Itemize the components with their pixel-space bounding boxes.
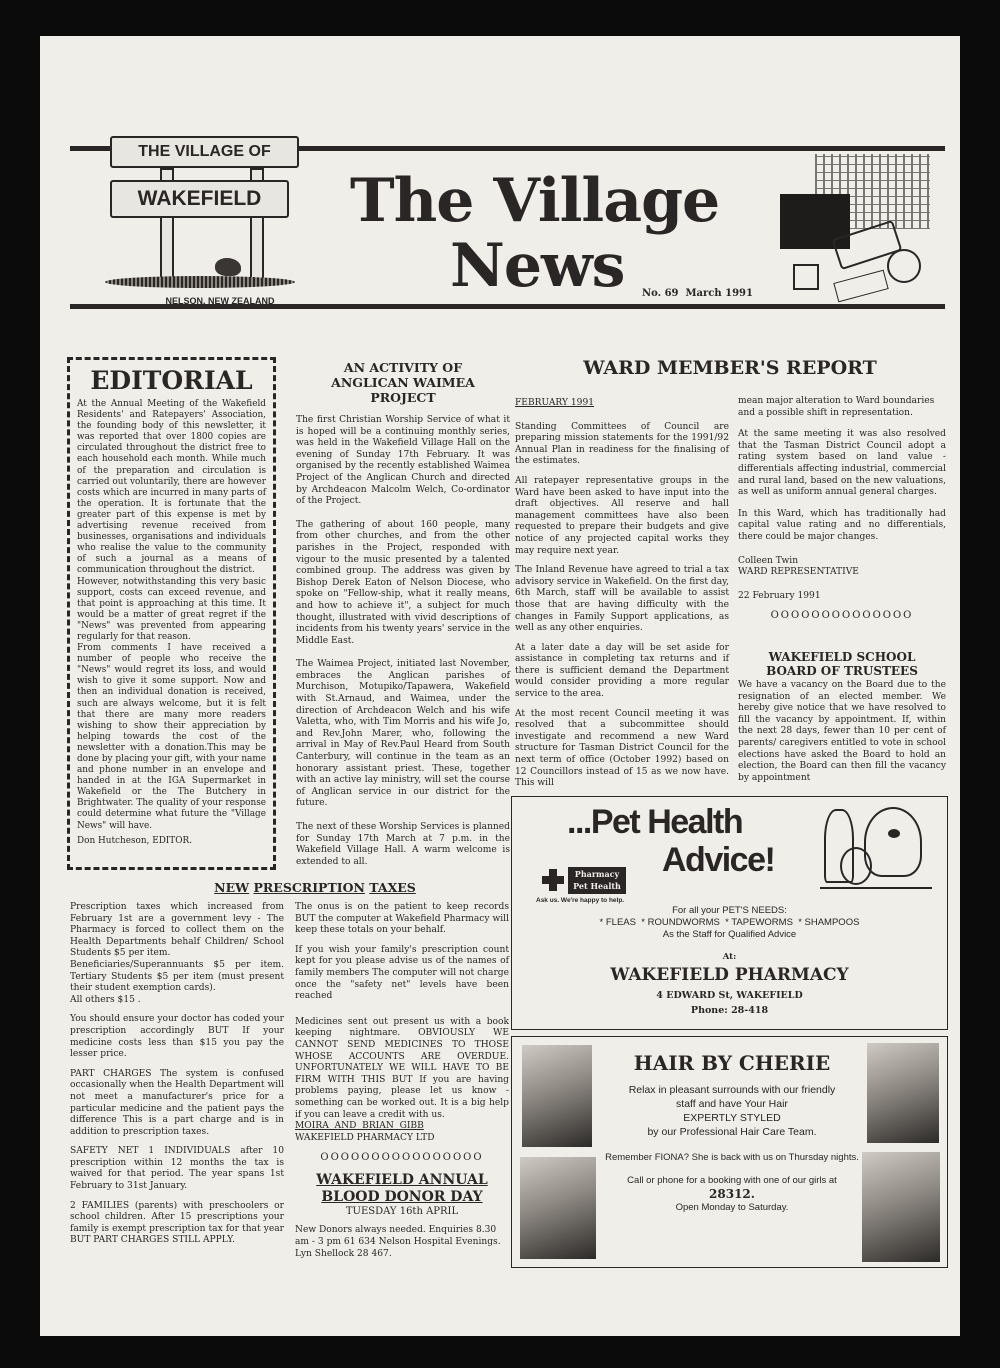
prescription-paragraph: Medicines sent out present us with a book keeping nightmare. OBVIOUSLY WE CANNOT SEND MEDICINES TO THOSE WHOSE ACCOUNTS ARE OVERDUE. UNFORTUNATELY WE WILL HAVE TO BE FIRM WITH THIS BUT If you are having problems paying, please let us know - something can be worked out. It is a big help if you can leave a credit with us. [295,1016,509,1120]
prescription-paragraph: 2 FAMILIES (parents) with preschoolers or school children. After 15 prescriptions your family is exempt prescription tax for that year BUT PART CHARGES STILL APPLY. [70,1200,284,1246]
location-label: NELSON, NEW ZEALAND [165,296,275,306]
ward-date: 22 February 1991 [738,590,821,601]
hair-hours: Open Monday to Saturday. [675,1202,789,1213]
anglican-body [296,415,510,868]
prescription-separator: OOOOOOOOOOOOOOOO [320,1152,484,1164]
prescription-paragraph: PART CHARGES The system is confused occasionally when the Health Department will not meet a manufacturer's price for a particular medicine and the patient pays the difference This is a part charge and is in addition to prescription taxes. [70,1068,284,1137]
pet-advice-line: As the Staff for Qualified Advice [662,929,797,940]
pet-headline-2: Advice! [662,841,775,879]
logo-tagline: Ask us. We're happy to help. [536,897,625,904]
village-sign-logo [100,108,300,308]
blood-donor-text: New Donors always needed. Enquiries 8.30 am - 3 pm 61 634 Nelson Hospital Evenings. Lyn Shellock 28 467. [295,1225,501,1259]
blood-heading-line2: BLOOD DONOR DAY [321,1188,483,1205]
ward-separator: OOOOOOOOOOOOOO [770,610,914,622]
anglican-paragraph: The first Christian Worship Service of what it is hoped will be a continuing monthly series, was held in the Wakefield Village Hall on the evening of Sunday 17th February. It was organised by the recently established Waimea Project of the Anglican Church and directed by Archdeacon Malcolm Welch, Co-ordinator of the Project. [296,415,510,507]
ward-paragraph: At a later date a day will be set aside for assistance in completing tax returns and if there is sufficient demand the Department would consider providing a more regular service to the area. [515,642,729,700]
logo-line1: Pharmacy [574,869,620,879]
editorial-paragraph: From comments I have received a number of people who receive the "News" would regret its loss, and would wish to give it some support. Now and then an individual donation is received, such are always welcome, but it is felt that there are many more readers wishing to show their appreciation by helping towards the cost of the newsletter with a donation.This may be done by placing your gift, with your name and phone number in an envelope and handed in at the IGA Supermarket in Wakefield or the The Butchery in Brightwater. The quality of your response could determine what future the "Village News" will have. [77,643,266,831]
stylist-photo-3 [867,1043,939,1143]
garden-illustration [775,154,945,302]
anglican-paragraph: The next of these Worship Services is planned for Sunday 17th March at 7 p.m. in the Wakefield Village Hall. A warm welcome is extended to all. [296,822,510,867]
masthead-title-line1: The Village [350,166,720,236]
ward-paragraph: mean major alteration to Ward boundaries and a possible shift in representation. [738,396,935,418]
pharmacy-phone: Phone: 28-418 [690,1005,769,1016]
prescription-heading [120,882,510,895]
editorial-body [77,399,266,847]
ground-gravel [105,276,295,288]
prescription-paragraph: The onus is on the patient to keep records BUT the computer at Wakefield Pharmacy will keep these totals on your behalf. [295,902,509,936]
hair-line: Relax in pleasant surrounds with our friendly [628,1084,836,1096]
ward-paragraph: Standing Committees of Council are preparing mission statements for the 1991/92 Annual Plan in readiness for the finalising of the estimates. [515,421,729,467]
heading-word: TAXES [369,880,416,895]
stylist-photo-4 [862,1152,940,1262]
sign-board-top: THE VILLAGE OF [110,136,299,168]
ward-paragraph: The Inland Revenue have agreed to trial a tax advisory service in Wakefield. On the first day, 6th March, staff will be available to assist those that are having difficulty with the changes in Family Support applications, as well as any other enquiries. [515,565,729,634]
masthead-title-line2: News [450,231,625,301]
hair-body [600,1083,864,1215]
heading-word: NEW [214,880,250,895]
hair-headline: HAIR BY CHERIE [633,1051,831,1075]
hair-line: staff and have Your Hair [676,1098,788,1110]
dogs-cartoon-illustration [820,807,932,889]
wheel-icon [887,249,921,283]
hair-line: EXPERTLY STYLED [683,1112,781,1124]
prescription-paragraph: You should ensure your doctor has coded your prescription accordingly BUT If your medicine costs less than $15 you pay the lesser price. [70,1014,284,1060]
pet-headline-1: ...Pet Health [567,803,743,841]
prescription-paragraph: Beneficiaries/Superannuants $5 per item. Tertiary Students $5 per item (must present their student exemption cards). [70,959,284,994]
ward-author: Colleen Twin [738,555,799,566]
editorial-paragraph: At the Annual Meeting of the Wakefield Residents' and Ratepayers' Association, the founding body of this newsletter, it was reported that over 1800 copies are circulated throughout the district free to each household each month. While much of the preparation and circulation is carried out voluntarily, there are however costs which are incurred in many parts of the operation. It is fortunate that the greater part of this expense is met by advertising revenue received from businesses, organisations and individuals who realise the value to the community of such a journal as a means of communication throughout the district. [77,399,266,576]
blood-heading-line1: WAKEFIELD ANNUAL [316,1171,488,1188]
heading-word: PRESCRIPTION [253,880,365,895]
pharmacy-name: WAKEFIELD PHARMACY [610,965,849,985]
pet-at-label: At: [722,952,737,962]
school-heading-line2: BOARD OF TRUSTEES [766,664,918,678]
ward-report-heading: WARD MEMBER'S REPORT [583,357,877,379]
pharmacy-ltd-signoff: WAKEFIELD PHARMACY LTD [295,1132,435,1143]
sign-board-bottom: WAKEFIELD [110,180,289,218]
pet-health-ad [511,796,948,1030]
ward-report-col2 [738,396,946,622]
prescription-col1 [70,902,284,1253]
ward-report-col1 [515,398,729,796]
prescription-paragraph: All others $15 . [70,994,141,1005]
editorial-heading: EDITORIAL [90,366,253,395]
ward-paragraph: All ratepayer representative groups in the Ward have been asked to have input into the draft objectives. All reserve and hall management committees have also been requested to prepare their budgets and give notice of any projected capital works they may require next year. [515,475,729,556]
pharmacy-pet-health-logo [568,867,626,894]
issue-number-date: No. 69 March 1991 [642,288,753,299]
anglican-article [296,360,510,874]
anglican-paragraph: The gathering of about 160 people, many from other churches, and from the other parishes in the Project, responded with vigour to the music presented by a talented combined group. The address was given by Bishop Derek Eaton of Nelson Diocese, who spoke on "Fellow-ship, what it really means, and how to achieve it", a subject for much thought, illustrated with vivid descriptions of incidents from his twenty years' service in the Middle East. [296,519,510,646]
hair-line: Remember FIONA? She is back with us on Thursday nights. [605,1152,859,1163]
stylist-photo-1 [522,1045,592,1147]
prescription-col2 [295,902,509,1266]
stylist-photo-2 [520,1157,596,1259]
ward-paragraph: In this Ward, which has traditionally had capital value rating and no differentials, there could be major changes. [738,508,946,542]
hair-phone: 28312. [709,1187,755,1201]
logo-line2: Pet Health [573,881,621,891]
anglican-heading: AN ACTIVITY OF ANGLICAN WAIMEA PROJECT [331,360,475,405]
ward-paragraph: At the same meeting it was also resolved that the Tasman District Council adopt a rating system based on land value - differentials affecting industrial, commercial and rural land, based on the new valuations, as well as uniform annual general charges. [738,429,946,498]
ward-paragraph: At the most recent Council meeting it was resolved that a subcommittee should investigate and recommend a new Ward structure for Tasman District Council for the next term of office (October 1992) based on 12 Councillors instead of 15 as we now have. This will [515,708,729,789]
editorial-paragraph: However, notwithstanding this very basic support, costs can exceed revenue, and that point is approaching at this time. It would be a matter of great regret if the "News" was prevented from appearing regularly for that reason. [77,576,266,642]
editorial-signature: Don Hutcheson, EDITOR. [77,835,193,846]
seed-packets-icon [833,270,888,303]
prescription-paragraph: Prescription taxes which increased from February 1st are a government levy - The Pharmacy is forced to collect them on the Health Departments behalf Children/ School Students $5 per item. [70,902,284,959]
hair-line: Call or phone for a booking with one of our girls at [627,1175,837,1186]
pet-needs-line: For all your PET'S NEEDS: [672,905,787,916]
prescription-paragraph: SAFETY NET 1 INDIVIDUALS after 10 prescription within 12 months the tax is waived for that period. The year spans 1st February to 31st January. [70,1146,284,1192]
watering-can-icon [793,264,819,290]
pet-needs-text [512,905,947,941]
kiwi-bird-icon [215,258,241,276]
ward-author-title: WARD REPRESENTATIVE [738,567,859,578]
newspaper-page [40,36,960,1336]
anglican-paragraph: The Waimea Project, initiated last November, embraces the Anglican parishes of Murchison, Motupiko/Tapawera, Wakefield with St.Arnaud, and Waimea, under the direction of Archdeacon Welch and his wife Valetta, who, with Tim Morris and his wife Jo, and Rev.John Marer, who, following the arrival in May of Rev.Paul Heard from South Canterbury, will continue in the team as an honorary assistant priest. These, together with an active lay ministry, will set the course of Anglican service in our district for the future. [296,659,510,809]
prescription-paragraph: If you wish your family's prescription count kept for you please advise us of the names of family members The computer will not charge once the "safety net" levels have been reached [295,944,509,1002]
editorial-box [67,357,276,870]
pharmacy-cross-icon [542,869,564,891]
blood-date: TUESDAY 16th APRIL [345,1205,459,1217]
pharmacy-address: 4 EDWARD St, WAKEFIELD [656,990,803,1001]
hair-line: by our Professional Hair Care Team. [647,1126,817,1138]
hair-by-cherie-ad [511,1036,948,1268]
pet-items-line: * FLEAS * ROUNDWORMS * TAPEWORMS * SHAMPOOS [599,917,860,928]
ward-dateline: FEBRUARY 1991 [515,398,595,408]
pharmacy-owners-signoff: MOIRA AND BRIAN GIBB [295,1121,424,1132]
school-heading-line1: WAKEFIELD SCHOOL [768,650,916,664]
school-body: We have a vacancy on the Board due to the resignation of an elected member. We hereby give notice that we have resolved to fill the vacancy by appointment. If, within the next 28 days, fewer than 10 per cent of parents/ caregivers entitled to vote in school elections have asked the Board to hold an election, the Board can then fill the vacancy by appointment [738,680,946,783]
school-board-article [738,650,946,784]
